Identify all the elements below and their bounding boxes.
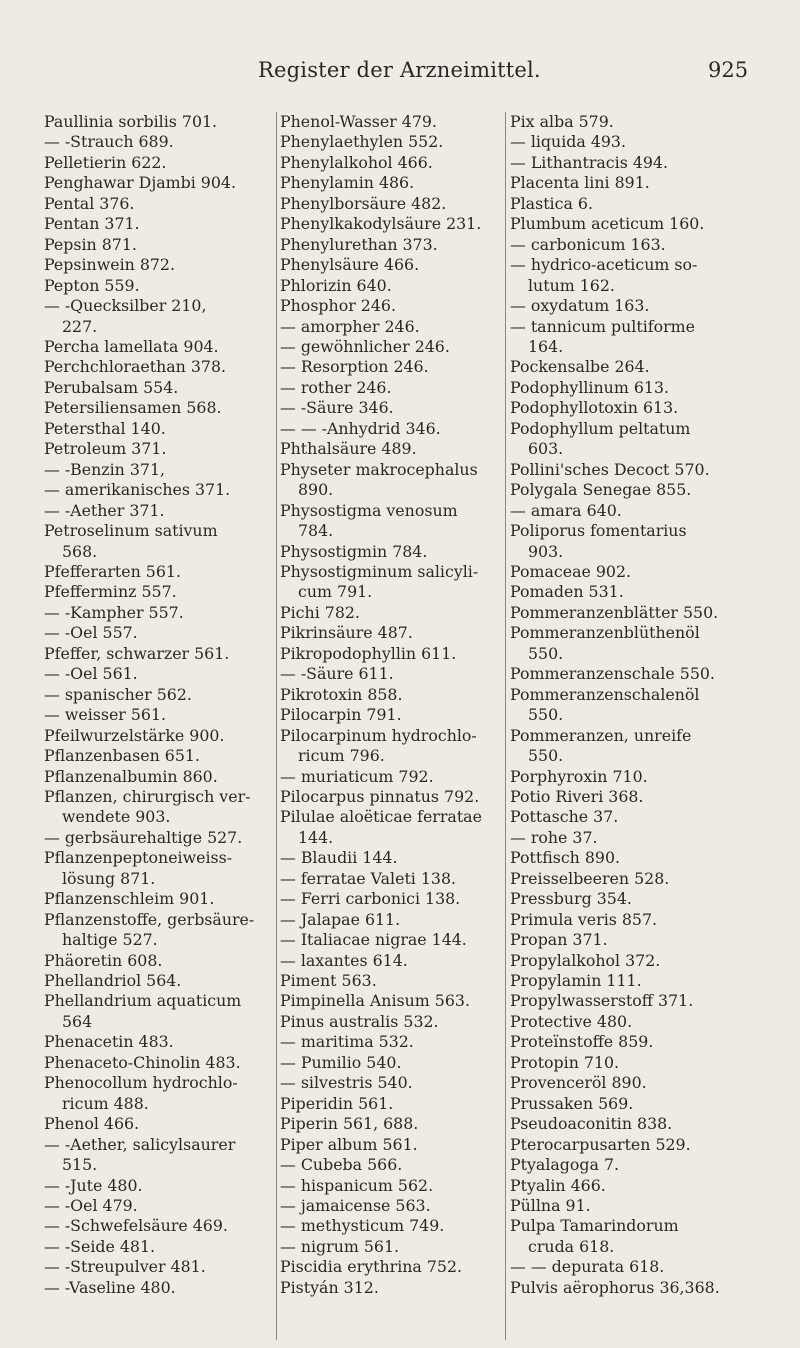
index-entry: — -Oel 561. bbox=[44, 664, 138, 684]
index-entry: — Resorption 246. bbox=[280, 357, 429, 377]
index-entry: — -Aether 371. bbox=[44, 500, 165, 520]
index-entry: — -Seide 481. bbox=[44, 1236, 156, 1256]
index-entry: 550. bbox=[528, 643, 564, 663]
index-entry: Proteïnstoffe 859. bbox=[510, 1032, 654, 1052]
index-entry: Pottfisch 890. bbox=[510, 848, 621, 868]
index-entry: Pterocarpusarten 529. bbox=[510, 1134, 691, 1154]
index-entry: 164. bbox=[528, 336, 564, 356]
index-entry: Propylamin 111. bbox=[510, 971, 642, 991]
index-entry: Pfeilwurzelstärke 900. bbox=[44, 725, 225, 745]
index-entry: — -Oel 479. bbox=[44, 1196, 138, 1216]
index-entry: 564 bbox=[62, 1011, 93, 1031]
index-entry: — spanischer 562. bbox=[44, 684, 192, 704]
index-entry: — Ferri carbonici 138. bbox=[280, 889, 461, 909]
index-entry: Plastica 6. bbox=[510, 193, 593, 213]
index-entry: Prussaken 569. bbox=[510, 1093, 634, 1113]
index-entry: Podophyllinum 613. bbox=[510, 377, 670, 397]
index-entry: lutum 162. bbox=[528, 275, 615, 295]
index-entry: — ferratae Valeti 138. bbox=[280, 868, 457, 888]
index-entry: Pentan 371. bbox=[44, 214, 140, 234]
index-entry: — — depurata 618. bbox=[510, 1257, 665, 1277]
index-entry: 568. bbox=[62, 541, 98, 561]
index-entry: Protective 480. bbox=[510, 1011, 633, 1031]
index-entry: — gewöhnlicher 246. bbox=[280, 336, 450, 356]
index-entry: Pilocarpus pinnatus 792. bbox=[280, 786, 480, 806]
index-entry: Pepsinwein 872. bbox=[44, 255, 176, 275]
index-entry: 903. bbox=[528, 541, 564, 561]
index-entry: — Italiacae nigrae 144. bbox=[280, 930, 467, 950]
index-entry: — -Aether, salicylsaurer bbox=[44, 1134, 236, 1154]
index-entry: Pomaceae 902. bbox=[510, 561, 632, 581]
index-entry: Pommeranzenblüthenöl bbox=[510, 623, 700, 643]
index-entry: — -Streupulver 481. bbox=[44, 1257, 206, 1277]
index-entry: 515. bbox=[62, 1155, 98, 1175]
index-entry: Phenol 466. bbox=[44, 1114, 140, 1134]
index-entry: — -Oel 557. bbox=[44, 623, 138, 643]
index-entry: Primula veris 857. bbox=[510, 909, 658, 929]
index-entry: Pommeranzenschalenöl bbox=[510, 684, 700, 704]
index-entry: 227. bbox=[62, 316, 98, 336]
index-entry: Petersiliensamen 568. bbox=[44, 398, 222, 418]
index-entry: Pilulae aloëticae ferratae bbox=[280, 807, 482, 827]
index-entry: Phenol-Wasser 479. bbox=[280, 112, 437, 131]
index-entry: — methysticum 749. bbox=[280, 1216, 445, 1236]
index-entry: Pelletierin 622. bbox=[44, 152, 167, 172]
index-entry: Pommeranzenschale 550. bbox=[510, 664, 715, 684]
index-entry: Pfefferminz 557. bbox=[44, 582, 177, 602]
page-header bbox=[0, 58, 800, 94]
index-entry: Pomaden 531. bbox=[510, 582, 624, 602]
index-entry: Phenaceto-Chinolin 483. bbox=[44, 1052, 241, 1072]
index-entry: Pollini'sches Decoct 570. bbox=[510, 459, 710, 479]
index-entry: Percha lamellata 904. bbox=[44, 336, 219, 356]
index-entry: haltige 527. bbox=[62, 930, 158, 950]
index-entry: 890. bbox=[298, 480, 334, 500]
index-entry: Preisselbeeren 528. bbox=[510, 868, 670, 888]
index-entry: Püllna 91. bbox=[510, 1196, 591, 1216]
index-entry: Porphyroxin 710. bbox=[510, 766, 648, 786]
index-entry: Phenylborsäure 482. bbox=[280, 193, 447, 213]
index-entry: Phlorizin 640. bbox=[280, 275, 392, 295]
column-divider-1 bbox=[276, 112, 277, 1340]
column-divider-2 bbox=[505, 112, 506, 1340]
index-entry: — liquida 493. bbox=[510, 132, 626, 152]
index-entry: — oxydatum 163. bbox=[510, 296, 650, 316]
index-entry: Plumbum aceticum 160. bbox=[510, 214, 705, 234]
index-entry: Pilocarpinum hydrochlo- bbox=[280, 725, 477, 745]
index-entry: Pulpa Tamarindorum bbox=[510, 1216, 679, 1236]
index-entry: Phenocollum hydrochlo- bbox=[44, 1073, 238, 1093]
index-entry: Pulvis aërophorus 36,368. bbox=[510, 1277, 720, 1297]
index-entry: Petroleum 371. bbox=[44, 439, 167, 459]
index-entry: Pfefferarten 561. bbox=[44, 561, 181, 581]
index-entry: Physostigminum salicyli- bbox=[280, 561, 479, 581]
index-entry: — -Schwefelsäure 469. bbox=[44, 1216, 228, 1236]
index-entry: Podophyllotoxin 613. bbox=[510, 398, 679, 418]
index-entry: Ptyalin 466. bbox=[510, 1175, 606, 1195]
index-entry: 144. bbox=[298, 827, 334, 847]
page-number: 925 bbox=[708, 58, 749, 82]
index-entry: — -Vaseline 480. bbox=[44, 1277, 176, 1297]
index-entry: Pikrotoxin 858. bbox=[280, 684, 403, 704]
index-entry: Perubalsam 554. bbox=[44, 377, 179, 397]
index-entry: Propylalkohol 372. bbox=[510, 950, 661, 970]
index-entry: — -Strauch 689. bbox=[44, 132, 174, 152]
index-entry: Provenceröl 890. bbox=[510, 1073, 647, 1093]
index-entry: ricum 488. bbox=[62, 1093, 149, 1113]
index-entry: Placenta lini 891. bbox=[510, 173, 650, 193]
index-entry: Piscidia erythrina 752. bbox=[280, 1257, 463, 1277]
index-entry: Pichi 782. bbox=[280, 602, 360, 622]
index-entry: Pflanzenbasen 651. bbox=[44, 746, 200, 766]
index-entry: Podophyllum peltatum bbox=[510, 418, 691, 438]
index-entry: lösung 871. bbox=[62, 868, 156, 888]
index-entry: — -Säure 611. bbox=[280, 664, 394, 684]
index-entry: Pseudoaconitin 838. bbox=[510, 1114, 673, 1134]
index-entry: — amorpher 246. bbox=[280, 316, 420, 336]
index-entry: Pepton 559. bbox=[44, 275, 140, 295]
index-entry: Propylwasserstoff 371. bbox=[510, 991, 694, 1011]
index-entry: Paullinia sorbilis 701. bbox=[44, 112, 218, 131]
index-entry: Pikropodophyllin 611. bbox=[280, 643, 457, 663]
index-entry: — hispanicum 562. bbox=[280, 1175, 434, 1195]
index-entry: Piper album 561. bbox=[280, 1134, 418, 1154]
index-entry: — maritima 532. bbox=[280, 1032, 414, 1052]
index-entry: Petroselinum sativum bbox=[44, 521, 218, 541]
index-entry: Phenacetin 483. bbox=[44, 1032, 174, 1052]
index-entry: — carbonicum 163. bbox=[510, 234, 666, 254]
index-entry: — amara 640. bbox=[510, 500, 622, 520]
index-entry: Piperidin 561. bbox=[280, 1093, 394, 1113]
index-entry: Phenylalkohol 466. bbox=[280, 152, 433, 172]
index-entry: — amerikanisches 371. bbox=[44, 480, 231, 500]
index-entry: — nigrum 561. bbox=[280, 1236, 400, 1256]
index-entry: Pflanzenalbumin 860. bbox=[44, 766, 218, 786]
index-entry: Phenylurethan 373. bbox=[280, 234, 438, 254]
index-entry: — weisser 561. bbox=[44, 705, 167, 725]
index-entry: — Lithantracis 494. bbox=[510, 152, 668, 172]
index-entry: Phäoretin 608. bbox=[44, 950, 163, 970]
index-entry: Pix alba 579. bbox=[510, 112, 614, 131]
index-entry: Piment 563. bbox=[280, 971, 377, 991]
index-entry: — tannicum pultiforme bbox=[510, 316, 695, 336]
index-entry: Propan 371. bbox=[510, 930, 608, 950]
index-entry: wendete 903. bbox=[62, 807, 171, 827]
index-entry: Pilocarpin 791. bbox=[280, 705, 402, 725]
index-entry: Pistyán 312. bbox=[280, 1277, 379, 1297]
index-entry: Petersthal 140. bbox=[44, 418, 166, 438]
index-entry: Pflanzen, chirurgisch ver- bbox=[44, 786, 251, 806]
running-title: Register der Arzneimittel. bbox=[258, 58, 541, 82]
index-entry: Polygala Senegae 855. bbox=[510, 480, 692, 500]
index-entry: — -Säure 346. bbox=[280, 398, 394, 418]
index-entry: Physeter makrocephalus bbox=[280, 459, 478, 479]
index-entry: Protopin 710. bbox=[510, 1052, 620, 1072]
index-entry: Pflanzenstoffe, gerbsäure- bbox=[44, 909, 255, 929]
index-entry: Pottasche 37. bbox=[510, 807, 619, 827]
index-entry: Perchchloraethan 378. bbox=[44, 357, 227, 377]
index-entry: cruda 618. bbox=[528, 1236, 615, 1256]
index-entry: Phellandrium aquaticum bbox=[44, 991, 242, 1011]
index-entry: 784. bbox=[298, 521, 334, 541]
index-entry: Pommeranzen, unreife bbox=[510, 725, 692, 745]
index-entry: Phenylkakodylsäure 231. bbox=[280, 214, 482, 234]
index-column-2 bbox=[280, 112, 500, 1298]
index-entry: Penghawar Djambi 904. bbox=[44, 173, 236, 193]
index-entry: Pflanzenschleim 901. bbox=[44, 889, 215, 909]
index-entry: — rohe 37. bbox=[510, 827, 598, 847]
index-column-1 bbox=[44, 112, 264, 1298]
index-entry: Physostigma venosum bbox=[280, 500, 458, 520]
index-entry: — -Quecksilber 210, bbox=[44, 296, 207, 316]
index-entry: Pimpinella Anisum 563. bbox=[280, 991, 470, 1011]
index-entry: Physostigmin 784. bbox=[280, 541, 428, 561]
index-entry: — jamaicense 563. bbox=[280, 1196, 431, 1216]
index-entry: 550. bbox=[528, 705, 564, 725]
index-entry: Pental 376. bbox=[44, 193, 135, 213]
index-entry: — hydrico-aceticum so- bbox=[510, 255, 698, 275]
index-entry: — laxantes 614. bbox=[280, 950, 408, 970]
index-entry: — silvestris 540. bbox=[280, 1073, 413, 1093]
index-entry: Pockensalbe 264. bbox=[510, 357, 650, 377]
index-entry: Phthalsäure 489. bbox=[280, 439, 417, 459]
index-entry: — -Jute 480. bbox=[44, 1175, 143, 1195]
index-entry: cum 791. bbox=[298, 582, 373, 602]
index-entry: 550. bbox=[528, 746, 564, 766]
index-entry: Phellandriol 564. bbox=[44, 971, 182, 991]
index-entry: — gerbsäurehaltige 527. bbox=[44, 827, 243, 847]
index-entry: — rother 246. bbox=[280, 377, 392, 397]
index-entry: — Cubeba 566. bbox=[280, 1155, 403, 1175]
index-entry: Pikrinsäure 487. bbox=[280, 623, 413, 643]
index-entry: Potio Riveri 368. bbox=[510, 786, 644, 806]
index-entry: Pressburg 354. bbox=[510, 889, 632, 909]
index-entry: Phosphor 246. bbox=[280, 296, 396, 316]
index-entry: Piperin 561, 688. bbox=[280, 1114, 419, 1134]
index-entry: — Blaudii 144. bbox=[280, 848, 398, 868]
index-entry: Phenylamin 486. bbox=[280, 173, 415, 193]
index-entry: Ptyalagoga 7. bbox=[510, 1155, 620, 1175]
index-entry: — — -Anhydrid 346. bbox=[280, 418, 441, 438]
index-column-3 bbox=[510, 112, 770, 1298]
index-entry: — Jalapae 611. bbox=[280, 909, 401, 929]
index-entry: Pfeffer, schwarzer 561. bbox=[44, 643, 230, 663]
index-entry: Pepsin 871. bbox=[44, 234, 137, 254]
index-entry: Poliporus fomentarius bbox=[510, 521, 687, 541]
index-entry: Phenylsäure 466. bbox=[280, 255, 420, 275]
index-entry: — muriaticum 792. bbox=[280, 766, 434, 786]
index-entry: — -Kampher 557. bbox=[44, 602, 184, 622]
index-entry: — -Benzin 371, bbox=[44, 459, 166, 479]
index-entry: ricum 796. bbox=[298, 746, 385, 766]
index-entry: 603. bbox=[528, 439, 564, 459]
index-entry: — Pumilio 540. bbox=[280, 1052, 402, 1072]
index-entry: Pinus australis 532. bbox=[280, 1011, 439, 1031]
index-entry: Pommeranzenblätter 550. bbox=[510, 602, 719, 622]
index-entry: Phenylaethylen 552. bbox=[280, 132, 444, 152]
index-entry: Pflanzenpeptoneiweiss- bbox=[44, 848, 233, 868]
